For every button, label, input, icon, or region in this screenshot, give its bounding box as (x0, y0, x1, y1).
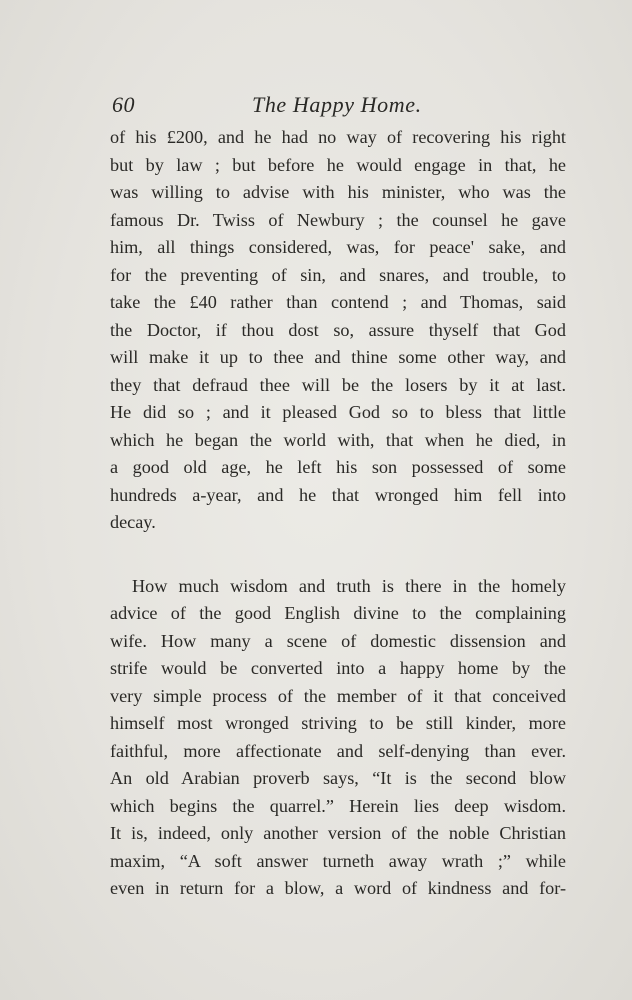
text-line: of his £200, and he had no way of recovering his right (110, 127, 566, 147)
text-line: wife. How many a scene of domestic dissension and (110, 630, 566, 651)
paragraph-spacer (110, 537, 566, 573)
text-line: was willing to advise with his minister, who was the (110, 182, 566, 202)
page-number: 60 (112, 92, 135, 117)
text-line: the Doctor, if thou dost so, assure thyself that God (110, 319, 566, 340)
text-line: hundreds a-year, and he that wronged him fell into (110, 484, 566, 505)
text-line: faithful, more affectionate and self-denying than ever. (110, 740, 566, 761)
text-line: himself most wronged striving to be still kinder, more (110, 713, 566, 733)
text-line: famous Dr. Twiss of Newbury ; the counsel he gave (110, 209, 566, 230)
text-line: which begins the quarrel.” Herein lies deep wisdom. (110, 795, 566, 816)
text-line: He did so ; and it pleased God so to bless that little (110, 402, 566, 422)
body-text (110, 124, 566, 903)
page-header (112, 92, 568, 122)
text-line: maxim, “A soft answer turneth away wrath ;” while (110, 850, 566, 871)
text-line: but by law ; but before he would engage in that, he (110, 154, 566, 175)
running-title: The Happy Home. (252, 92, 422, 117)
text-line: advice of the good English divine to the complaining (110, 603, 566, 623)
text-line: decay. (110, 512, 156, 532)
text-line: a good old age, he left his son possessed of some (110, 457, 566, 477)
text-line: him, all things considered, was, for peace' sake, and (110, 237, 566, 257)
text-line: How much wisdom and truth is there in the homely (132, 575, 566, 596)
text-line: even in return for a blow, a word of kindness and for- (110, 878, 566, 898)
text-line: very simple process of the member of it that conceived (110, 685, 566, 706)
text-line: they that defraud thee will be the losers by it at last. (110, 374, 566, 395)
text-line: An old Arabian proverb says, “It is the second blow (110, 768, 566, 788)
paragraph-1 (110, 124, 566, 537)
text-line: take the £40 rather than contend ; and Thomas, said (110, 292, 566, 312)
text-line: will make it up to thee and thine some other way, and (110, 347, 566, 367)
text-line: for the preventing of sin, and snares, and trouble, to (110, 264, 566, 285)
text-line: It is, indeed, only another version of the noble Christian (110, 823, 566, 843)
text-line: strife would be converted into a happy home by the (110, 658, 566, 678)
text-line: which he began the world with, that when he died, in (110, 429, 566, 450)
paragraph-2 (110, 573, 566, 903)
